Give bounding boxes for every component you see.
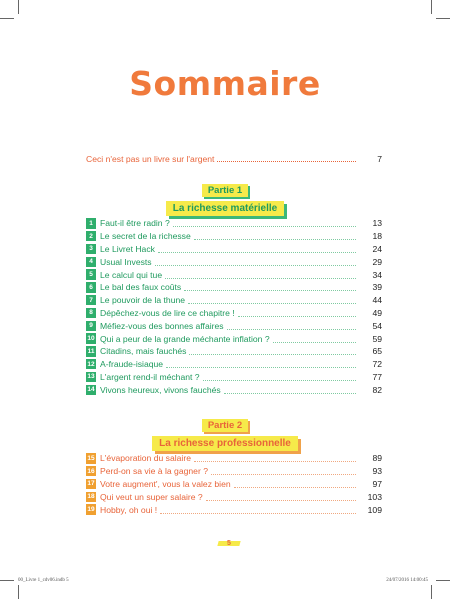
chapter-page: 49 — [372, 307, 382, 318]
toc-chapter-row[interactable] — [86, 465, 382, 478]
chapter-number-badge: 1 — [86, 218, 96, 229]
chapter-title: Votre augment', vous la valez bien — [100, 478, 231, 489]
crop-mark — [431, 0, 432, 14]
chapter-page: 59 — [372, 333, 382, 344]
crop-mark — [436, 580, 450, 581]
toc-chapter-row[interactable] — [86, 230, 382, 243]
chapter-number-badge: 4 — [86, 257, 96, 268]
chapter-page: 77 — [372, 371, 382, 382]
chapter-page: 93 — [372, 466, 382, 477]
leader-dots — [166, 360, 356, 368]
chapter-page: 44 — [372, 295, 382, 306]
chapter-page: 39 — [372, 282, 382, 293]
chapter-title: Dépêchez-vous de lire ce chapitre ! — [100, 307, 235, 318]
part1-header — [0, 180, 450, 216]
chapter-number-badge: 7 — [86, 295, 96, 306]
chapter-number-badge: 12 — [87, 360, 95, 368]
toc-intro-label: Ceci n'est pas un livre sur l'argent — [86, 154, 215, 164]
chapter-page: 97 — [372, 478, 382, 489]
leader-dots — [203, 373, 356, 381]
page-number-mark — [218, 539, 240, 548]
chapter-page: 89 — [372, 453, 382, 464]
chapter-title: Vivons heureux, vivons fauchés — [100, 384, 221, 395]
chapter-title: Qui a peur de la grande méchante inflation ? — [100, 333, 270, 344]
toc-chapter-row[interactable] — [86, 503, 382, 516]
crop-mark — [18, 585, 19, 599]
leader-dots — [155, 258, 356, 266]
chapter-number-badge: 8 — [86, 308, 96, 319]
leader-dots — [273, 335, 356, 343]
toc-chapter-row[interactable] — [86, 383, 382, 396]
toc-chapter-row[interactable] — [86, 319, 382, 332]
part2-header — [0, 415, 450, 451]
chapter-title: Méfiez-vous des bonnes affaires — [100, 320, 224, 331]
crop-mark — [18, 0, 19, 14]
part1-label: Partie 1 — [202, 184, 248, 197]
crop-mark — [431, 585, 432, 599]
leader-dots — [194, 454, 356, 462]
toc-chapter-row[interactable] — [86, 294, 382, 307]
chapter-page: 54 — [372, 320, 382, 331]
toc-intro-page: 7 — [377, 154, 382, 164]
leader-dots — [160, 506, 356, 514]
toc-chapter-row[interactable] — [86, 345, 382, 358]
leader-dots — [189, 347, 356, 355]
leader-dots — [206, 493, 356, 501]
chapter-number-badge: 10 — [87, 335, 95, 343]
chapter-number-badge: 17 — [87, 480, 95, 488]
chapter-number-badge: 9 — [86, 321, 96, 332]
page-number: 5 — [227, 540, 231, 547]
chapter-page: 29 — [372, 256, 382, 267]
chapter-number-badge: 13 — [87, 373, 95, 381]
chapter-page: 65 — [372, 346, 382, 357]
part2-chapter-list — [86, 452, 382, 516]
toc-chapter-row[interactable] — [86, 358, 382, 371]
chapter-page: 109 — [367, 504, 382, 515]
chapter-title: Le secret de la richesse — [100, 231, 191, 242]
leader-dots — [227, 322, 356, 330]
chapter-title: Usual Invests — [100, 256, 152, 267]
part1-title: La richesse matérielle — [166, 201, 285, 216]
part2-label: Partie 2 — [202, 419, 248, 432]
leader-dots — [158, 245, 356, 253]
crop-mark — [436, 18, 450, 19]
chapter-title: Le bal des faux coûts — [100, 282, 182, 293]
chapter-number-badge: 16 — [87, 467, 95, 475]
footer-file-info: 00_Livre 1_cdv06.indb 5 — [18, 578, 69, 583]
part2-title: La richesse professionnelle — [152, 436, 298, 451]
chapter-number-badge: 19 — [87, 506, 95, 514]
chapter-title: Le pouvoir de la thune — [100, 295, 186, 306]
toc-chapter-row[interactable] — [86, 307, 382, 320]
chapter-page: 18 — [372, 231, 382, 242]
chapter-number-badge: 2 — [86, 231, 96, 242]
chapter-number-badge: 15 — [87, 454, 95, 462]
chapter-page: 72 — [372, 359, 382, 370]
page-title: Sommaire — [129, 64, 321, 103]
chapter-number-badge: 5 — [86, 269, 96, 280]
chapter-page: 24 — [372, 243, 382, 254]
leader-dots — [211, 467, 356, 475]
chapter-page: 34 — [372, 269, 382, 280]
chapter-page: 13 — [372, 218, 382, 229]
chapter-title: Qui veut un super salaire ? — [100, 491, 203, 502]
chapter-title: Perd-on sa vie à la gagner ? — [100, 466, 208, 477]
toc-chapter-row[interactable] — [86, 371, 382, 384]
crop-mark — [0, 18, 14, 19]
chapter-page: 82 — [372, 384, 382, 395]
toc-chapter-row[interactable] — [86, 281, 382, 294]
chapter-title: Le Livret Hack — [100, 243, 155, 254]
toc-intro-row[interactable] — [86, 152, 382, 164]
footer-timestamp: 24/07/2016 14:00:45 — [386, 578, 428, 583]
chapter-number-badge: 11 — [87, 347, 95, 355]
chapter-number-badge: 3 — [86, 244, 96, 255]
leader-dots — [188, 296, 356, 304]
toc-chapter-row[interactable] — [86, 243, 382, 256]
chapter-title: Faut-il être radin ? — [100, 218, 170, 229]
chapter-page: 103 — [367, 491, 382, 502]
toc-chapter-row[interactable] — [86, 478, 382, 491]
chapter-title: L'argent rend-il méchant ? — [100, 371, 200, 382]
chapter-title: L'évaporation du salaire — [100, 453, 191, 464]
part1-chapter-list — [86, 217, 382, 396]
leader-dots — [217, 154, 356, 162]
chapter-number-badge: 14 — [87, 386, 95, 394]
toc-chapter-row[interactable] — [86, 490, 382, 503]
chapter-title: A-fraude-isiaque — [100, 359, 164, 370]
leader-dots — [224, 386, 356, 394]
leader-dots — [184, 283, 356, 291]
leader-dots — [173, 219, 356, 227]
leader-dots — [234, 480, 356, 488]
chapter-title: Citadins, mais fauchés — [100, 346, 187, 357]
toc-chapter-row[interactable] — [86, 268, 382, 281]
crop-mark — [0, 580, 14, 581]
toc-chapter-row[interactable] — [86, 332, 382, 345]
leader-dots — [194, 232, 356, 240]
chapter-title: Hobby, oh oui ! — [100, 504, 158, 515]
chapter-number-badge: 18 — [87, 493, 95, 501]
leader-dots — [238, 309, 356, 317]
toc-chapter-row[interactable] — [86, 452, 382, 465]
leader-dots — [165, 271, 356, 279]
toc-chapter-row[interactable] — [86, 217, 382, 230]
chapter-title: Le calcul qui tue — [100, 269, 163, 280]
toc-chapter-row[interactable] — [86, 255, 382, 268]
chapter-number-badge: 6 — [86, 282, 96, 293]
